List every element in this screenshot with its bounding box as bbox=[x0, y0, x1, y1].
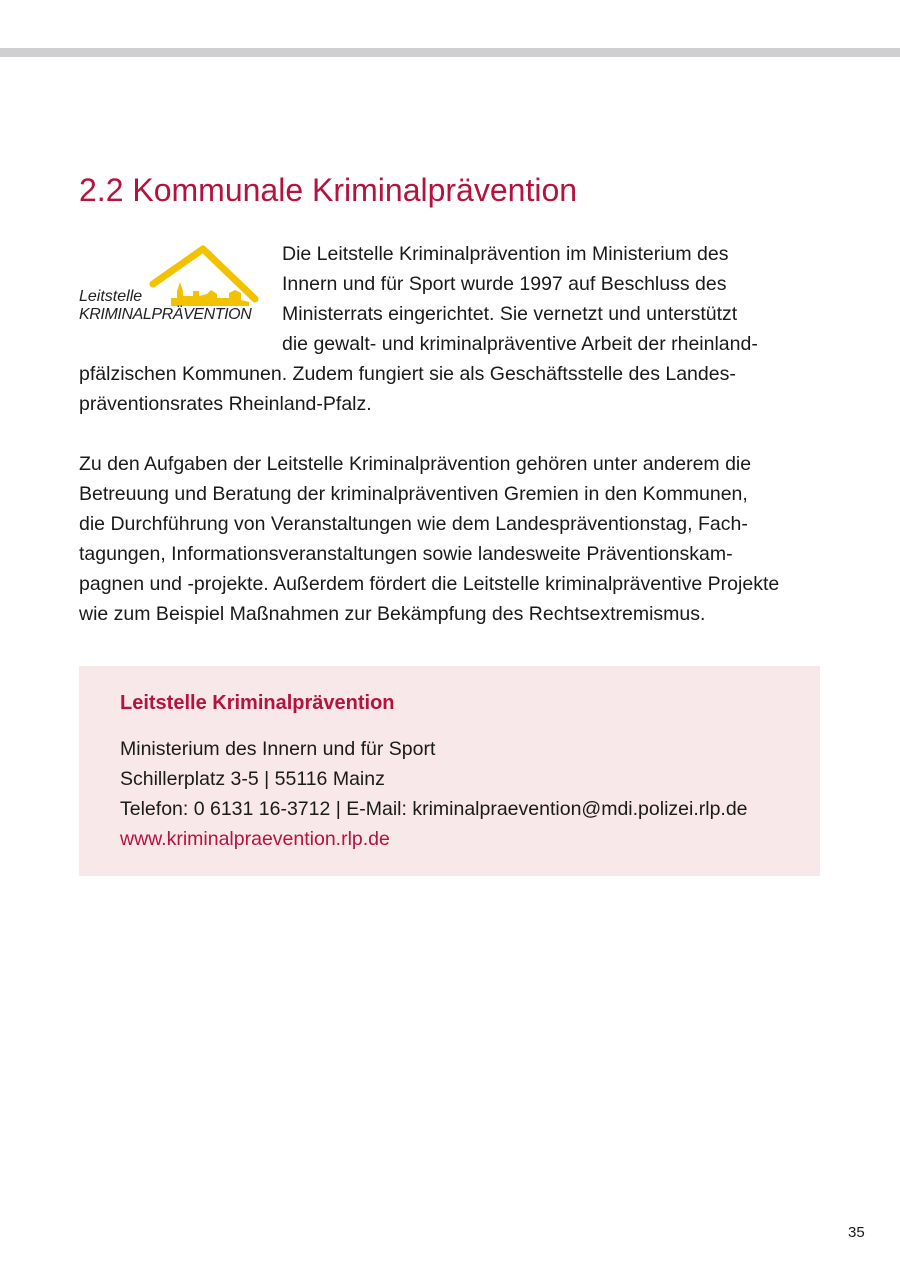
contact-ministry: Ministerium des Innern und für Sport bbox=[120, 738, 436, 760]
contact-details bbox=[120, 734, 748, 854]
text-line: Betreuung und Beratung der kriminalpräventiven Gremien in den Kommunen, bbox=[79, 483, 748, 505]
text-line: die gewalt- und kriminalpräventive Arbeit der rheinland- bbox=[282, 333, 758, 355]
text-line: Zu den Aufgaben der Leitstelle Kriminalprävention gehören unter anderem die bbox=[79, 453, 752, 475]
website-link[interactable]: www.kriminalpraevention.rlp.de bbox=[120, 828, 390, 850]
top-rule bbox=[0, 48, 900, 57]
paragraph-1-beside-logo bbox=[282, 239, 758, 359]
logo-text-leitstelle: Leitstelle bbox=[79, 288, 143, 305]
contact-box-title: Leitstelle Kriminalprävention bbox=[120, 692, 395, 714]
contact-box bbox=[79, 666, 820, 876]
text-line: pagnen und -projekte. Außerdem fördert die Leitstelle kriminalpräventive Projekte bbox=[79, 573, 780, 595]
text-line: Ministerrats eingerichtet. Sie vernetzt und unterstützt bbox=[282, 303, 738, 325]
text-line: präventionsrates Rheinland-Pfalz. bbox=[79, 393, 372, 415]
leitstelle-logo bbox=[79, 244, 269, 334]
contact-address: Schillerplatz 3-5 | 55116 Mainz bbox=[120, 768, 385, 790]
text-line: tagungen, Informationsveranstaltungen sowie landesweite Präventionskam- bbox=[79, 543, 733, 565]
logo-text-kriminalpraevention: KRIMINALPRÄVENTION bbox=[79, 306, 252, 323]
text-line: Die Leitstelle Kriminalprävention im Ministerium des bbox=[282, 243, 729, 265]
paragraph-1-continued bbox=[79, 359, 736, 419]
section-heading: 2.2 Kommunale Kriminalprävention bbox=[79, 172, 578, 208]
text-line: Innern und für Sport wurde 1997 auf Beschluss des bbox=[282, 273, 727, 295]
text-line: die Durchführung von Veranstaltungen wie dem Landespräventionstag, Fach- bbox=[79, 513, 748, 535]
text-line: wie zum Beispiel Maßnahmen zur Bekämpfung des Rechtsextremismus. bbox=[79, 603, 706, 625]
paragraph-2 bbox=[79, 449, 779, 629]
house-skyline-icon bbox=[149, 244, 261, 306]
text-line: pfälzischen Kommunen. Zudem fungiert sie als Geschäftsstelle des Landes- bbox=[79, 363, 736, 385]
page-number: 35 bbox=[848, 1224, 865, 1241]
contact-phone-email[interactable]: Telefon: 0 6131 16-3712 | E-Mail: kriminalpraevention@mdi.polizei.rlp.de bbox=[120, 798, 748, 820]
